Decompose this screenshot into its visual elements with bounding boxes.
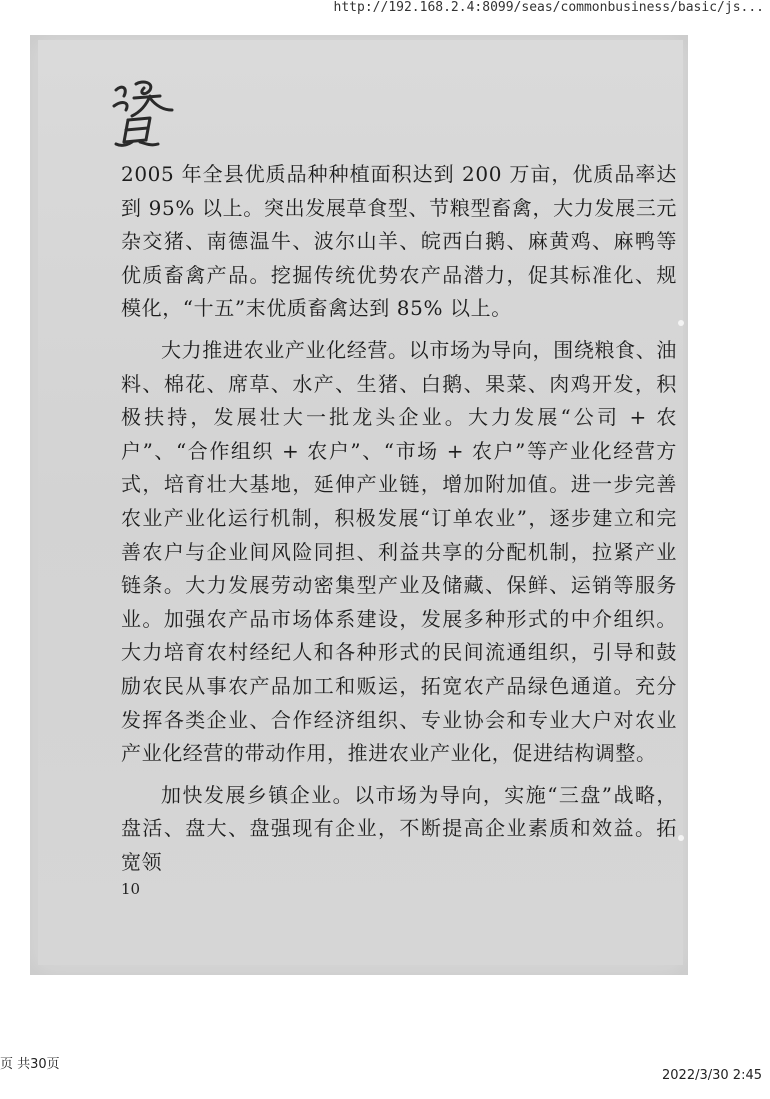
browser-url-header: http://192.168.2.4:8099/seas/commonbusiness/basic/js... <box>333 0 764 15</box>
scanned-document <box>30 35 688 975</box>
paragraph-quality-varieties: 2005 年全县优质品种种植面积达到 200 万亩，优质品率达到 95% 以上。突出发展草食型、节粮型畜禽，大力发展三元杂交猪、南德温牛、波尔山羊、皖西白鹅、麻黄鸡、麻鸭等优质畜禽产品。挖掘传统优势农产品潜力，促其标准化、规模化，“十五”末优质畜禽达到 85% 以上。 <box>121 162 677 321</box>
print-timestamp: 2022/3/30 2:45 <box>662 1068 762 1083</box>
page-number: 10 <box>121 880 141 898</box>
punch-hole-top <box>678 320 684 326</box>
handwritten-mark <box>110 76 180 148</box>
scanned-page-area <box>38 40 683 965</box>
document-body <box>121 158 677 879</box>
page-count-footer: 页 共30页 <box>0 1057 60 1072</box>
punch-hole-bottom <box>678 835 684 841</box>
paragraph-agri-industrialization: 大力推进农业产业化经营。以市场为导向，围绕粮食、油料、棉花、席草、水产、生猪、白鹅、果菜、肉鸡开发，积极扶持，发展壮大一批龙头企业。大力发展“公司 + 农户”、“合作组织 + 农户”、“市场 + 农户”等产业化经营方式，培育壮大基地，延伸产业链，增加附加值。进一步完善农业产业化运行机制，积极发展“订单农业”，逐步建立和完善农户与企业间风险同担、利益共享的分配机制，拉紧产业链条。大力发展劳动密集型产业及储藏、保鲜、运销等服务业。加强农产品市场体系建设，发展多种形式的中介组织。大力培育农村经纪人和各种形式的民间流通组织，引导和鼓励农民从事农产品加工和贩运，拓宽农产品绿色通道。充分发挥各类企业、合作经济组织、专业协会和专业大户对农业产业化经营的带动作用，推进农业产业化，促进结构调整。 <box>121 337 677 766</box>
paragraph-township-enterprises: 加快发展乡镇企业。以市场为导向，实施“三盘”战略，盘活、盘大、盘强现有企业，不断提高企业素质和效益。拓宽领 <box>121 782 677 874</box>
